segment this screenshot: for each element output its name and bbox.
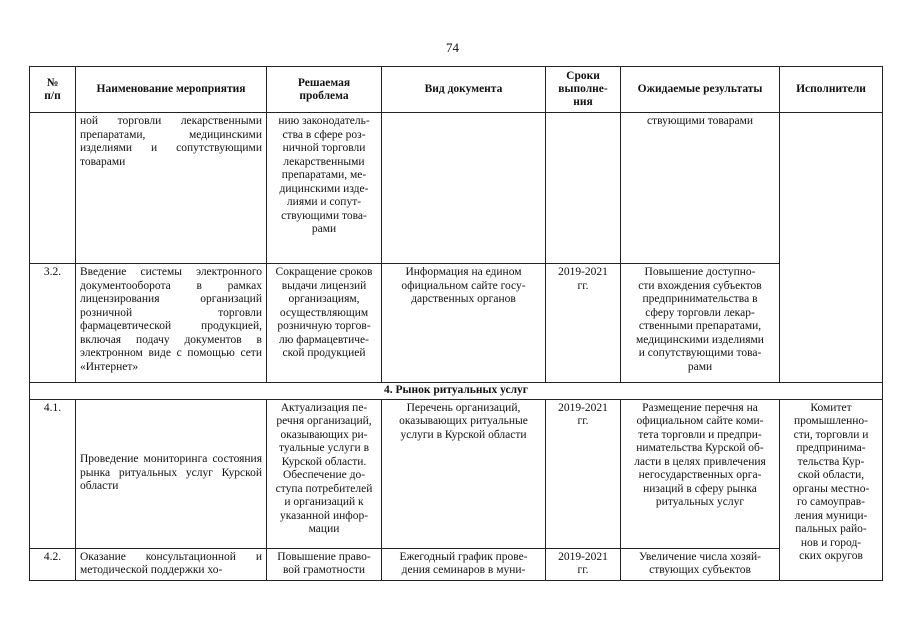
row-executors [780,113,883,383]
row-deadline: 2019-2021 гг. [546,548,621,580]
table-row [30,264,883,383]
row-name: Введение системы электронного документооборота в рамках лицензирования организаций розничной торговли фармацевтической продукцией, включая подачу документов в электронном виде с помощью сети «Интернет» [76,264,267,383]
row-problem: Сокращение сроков выдачи лицензий организациям, осуществляющим розничную торгов- лю фармацевтиче- ской продукцией [267,264,382,383]
row-results: Размещение перечня на официальном сайте коми- тета торговли и предпри- нимательства Курской об- ласти в целях привлечения негосударственных орга- низаций в сферу рынка ритуальных услуг [621,399,780,548]
row-problem: Актуализация пе- речня организаций, оказывающих ри- туальные услуги в Курской области. Обеспечение до- ступа потребителей и организаций к указанной инфор- мации [267,399,382,548]
row-name: Оказание консультационной и методической поддержки хо- [76,548,267,580]
row-doc-type [382,113,546,264]
row-num: 4.1. [30,399,76,548]
row-num: 4.2. [30,548,76,580]
row-deadline [546,113,621,264]
page-number: 74 [446,40,459,55]
table-row [30,399,883,548]
row-problem: нию законодатель- ства в сфере роз- ничной торговли лекарственными препаратами, ме- дицинскими изде- лиями и сопут- ствующими това- рами [267,113,382,264]
header-num: № п/п [30,67,76,113]
header-results: Ожидаемые результаты [621,67,780,113]
section-heading: 4. Рынок ритуальных услуг [30,383,883,400]
header-doc-type: Вид документа [382,67,546,113]
row-num: 3.2. [30,264,76,383]
section-heading-row [30,383,883,400]
row-problem: Повышение право- вой грамотности [267,548,382,580]
table-header-row [30,67,883,113]
row-deadline: 2019-2021 гг. [546,264,621,383]
row-results: Повышение доступно- сти вхождения субъектов предпринимательства в сферу торговли лекар- ственными препаратами, медицинскими изделиями и сопутствующими това- рами [621,264,780,383]
row-num [30,113,76,264]
row-doc-type: Информация на едином официальном сайте госу- дарственных органов [382,264,546,383]
row-name: ной торговли лекарственными препаратами, медицинскими изделиями и сопутствующими товарами [76,113,267,264]
table-row [30,548,883,580]
row-results: Увеличение числа хозяй- ствующих субъектов [621,548,780,580]
header-executors: Исполнители [780,67,883,113]
row-doc-type: Перечень организаций, оказывающих ритуальные услуги в Курской области [382,399,546,548]
row-deadline: 2019-2021 гг. [546,399,621,548]
table-row [30,113,883,264]
measures-table [29,66,883,581]
row-executors: Комитет промышленно- сти, торговли и предпринима- тельства Кур- ской области, органы местно- го самоуправ- ления муници- пальных райо- нов и город- ских округов [780,399,883,580]
row-name: Проведение мониторинга состояния рынка ритуальных услуг Курской области [76,399,267,548]
row-results: ствующими товарами [621,113,780,264]
header-problem: Решаемая проблема [267,67,382,113]
row-doc-type: Ежегодный график прове- дения семинаров в муни- [382,548,546,580]
header-name: Наименование мероприятия [76,67,267,113]
header-deadline: Сроки выполне- ния [546,67,621,113]
